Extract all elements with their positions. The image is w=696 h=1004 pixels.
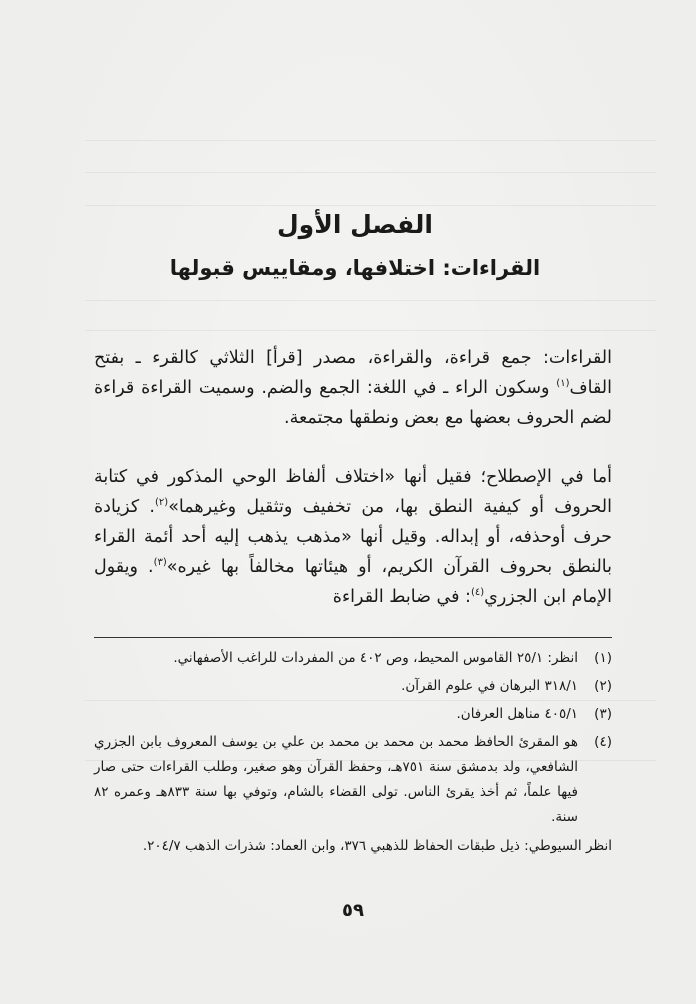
footnote-item: [94, 646, 612, 671]
paragraph-text: . ويقول الإمام ابن الجزري: [94, 557, 612, 607]
footnote-text: ٤٠٥/١ مناهل العرفان.: [456, 706, 578, 722]
footnote-text: انظر: ٢٥/١ القاموس المحيط، وص ٤٠٢ من المفردات للراغب الأصفهاني.: [173, 650, 578, 666]
footnote-divider: [94, 637, 612, 638]
footnote-text: هو المقرئ الحافظ محمد بن محمد بن محمد بن علي بن يوسف المعروف بابن الجزري الشافعي، ولد بدمشق سنة ٧٥١هـ، وحفظ القرآن وهو صغير، وطلب القراءات حتى صار فيها علماً، ثم أخذ يقرئ الناس. تولى القضاء بالشام، وتوفي بها سنة ٨٣٣هـ وعمره ٨٢ سنة.: [94, 734, 578, 825]
page-number: ٥٩: [342, 900, 364, 921]
chapter-subtitle: القراءات: اختلافها، ومقاييس قبولها: [169, 256, 541, 280]
footnote-number: (٢): [594, 678, 612, 694]
body-paragraph-2: [94, 462, 612, 612]
footnote-item: [94, 702, 612, 727]
bleed-through-line: [85, 330, 656, 331]
footnote-number: (٣): [594, 706, 612, 722]
footnote-source: انظر السيوطي: ذيل طبقات الحفاظ للذهبي ٣٧٦، وابن العماد: شذرات الذهب ٢٠٤/٧.: [142, 838, 612, 854]
footnote-ref-3: (٣): [153, 557, 167, 569]
footnote-ref-1: (١): [556, 378, 570, 390]
body-paragraph-1: [94, 343, 612, 433]
bleed-through-line: [85, 205, 656, 206]
chapter-title: الفصل الأول: [276, 210, 434, 239]
footnotes: [94, 646, 612, 859]
footnote-item: [94, 730, 612, 830]
footnote-ref-4: (٤): [470, 587, 485, 599]
bleed-through-line: [85, 172, 656, 173]
footnote-ref-2: (٢): [155, 497, 169, 509]
footnote-text: ٣١٨/١ البرهان في علوم القرآن.: [401, 678, 578, 694]
footnote-number: (٤): [594, 734, 612, 750]
footnote-item: [94, 674, 612, 699]
paragraph-text: . كزيادة حرف أوحذفه، أو إبداله. وقيل أنها «مذهب يذهب إليه أحد أئمة القراء بالنطق بحروف القرآن الكريم، أو هيئاتها مخالفاً بها غيره»: [94, 497, 612, 577]
paragraph-text: : في ضابط القراءة: [332, 587, 471, 607]
paragraph-text: القراءات: جمع قراءة، والقراءة، مصدر [قرأ] الثلاثي كالقرء ـ بفتح القاف: [94, 348, 612, 398]
footnote-number: (١): [594, 650, 612, 666]
bleed-through-line: [85, 140, 656, 141]
paragraph-text: أما في الإصطلاح؛ فقيل أنها «اختلاف ألفاظ الوحي المذكور في كتابة الحروف أو كيفية النطق بها، من تخفيف وتثقيل وغيرهما»: [94, 467, 612, 517]
bleed-through-line: [85, 300, 656, 301]
paragraph-text: وسكون الراء ـ في اللغة: الجمع والضم. وسميت القراءة قراءة لضم الحروف بعضها مع بعض ونطقها مجتمعة.: [94, 378, 612, 428]
